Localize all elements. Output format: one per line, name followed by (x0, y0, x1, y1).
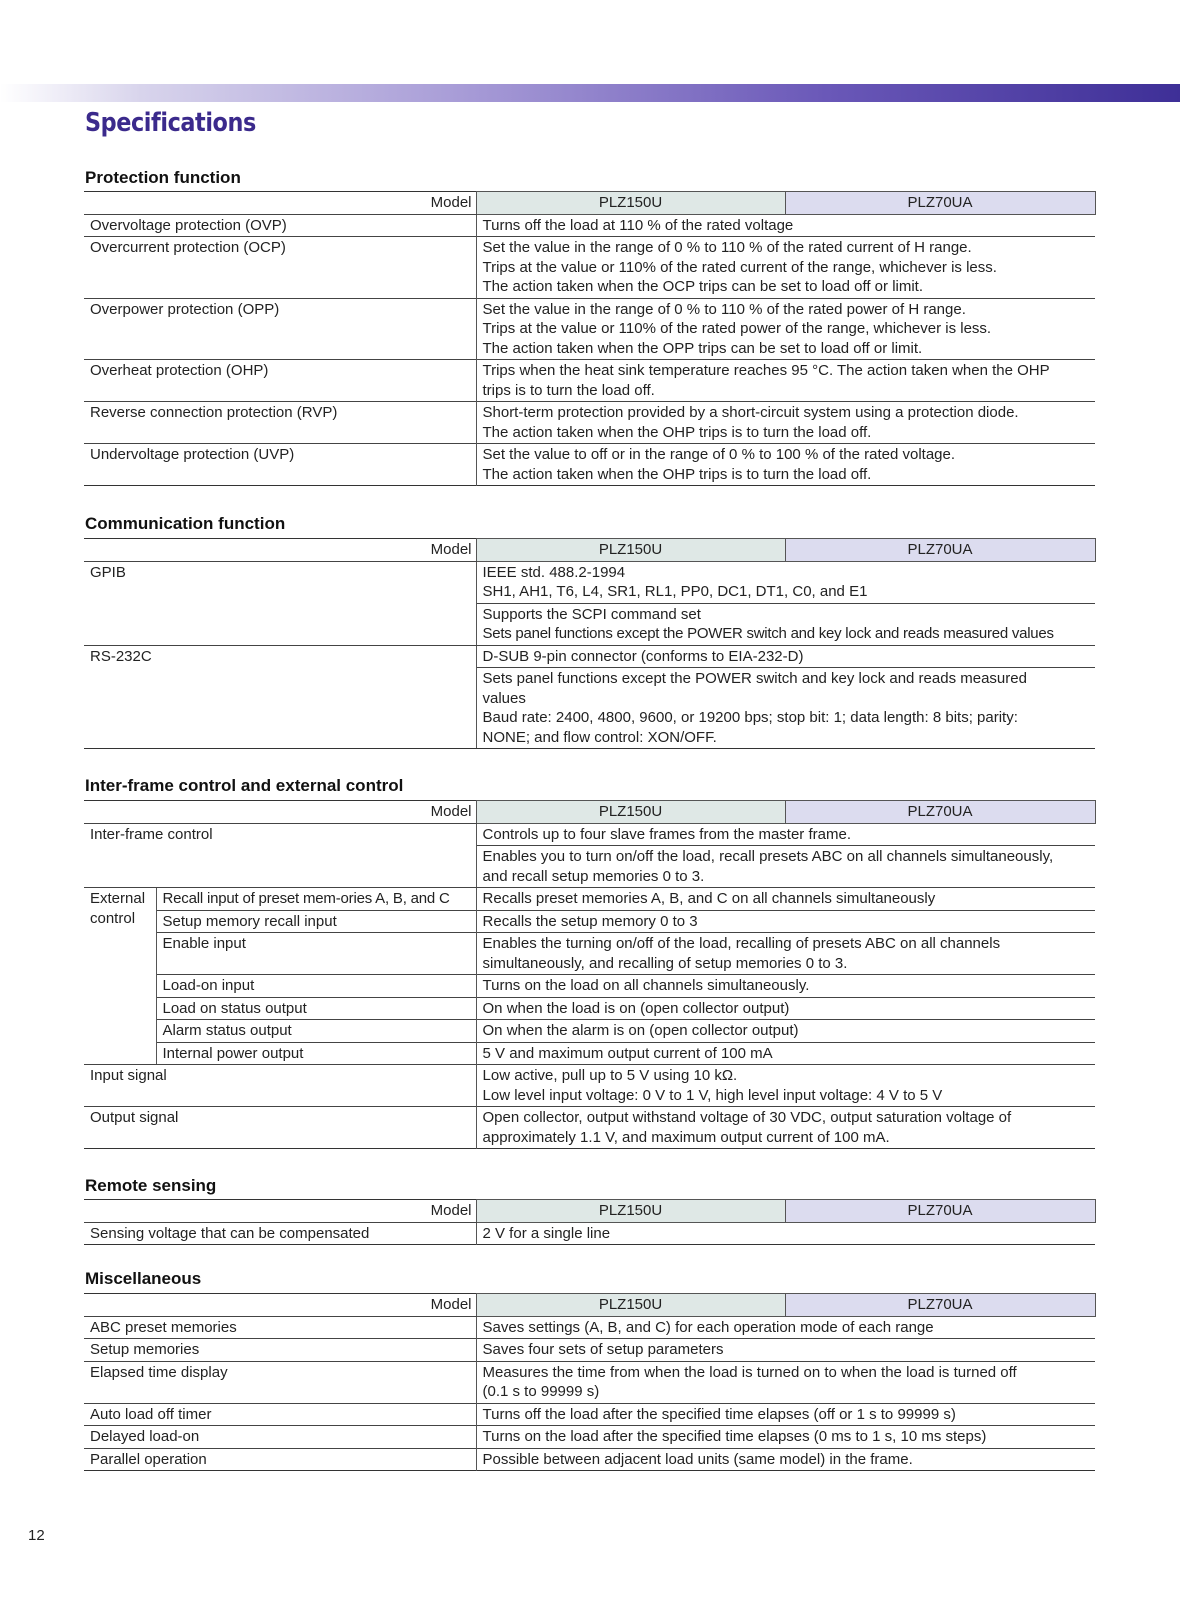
table-row (84, 1065, 1095, 1107)
row-label: Enable input (156, 933, 476, 975)
value-line: values (482, 689, 526, 707)
protection-table (84, 191, 1096, 486)
remote-sensing-table (84, 1199, 1096, 1245)
label-line: control (90, 909, 136, 927)
row-value (476, 997, 1095, 1020)
row-label: GPIB (84, 561, 476, 645)
row-label: Parallel operation (84, 1448, 476, 1471)
row-label: Reverse connection protection (RVP) (84, 402, 476, 444)
row-value (476, 1222, 1095, 1245)
row-label: Overvoltage protection (OVP) (84, 214, 476, 237)
model-label: Model (84, 539, 476, 562)
value-line: Set the value in the range of 0 % to 110 % of the rated power of H range. (482, 300, 966, 318)
row-value (476, 846, 1095, 888)
value-line: Open collector, output withstand voltage of 30 VDC, output saturation voltage of (482, 1109, 1012, 1126)
row-value (476, 645, 1095, 668)
model-header-row (84, 801, 1095, 824)
value-line: Possible between adjacent load units (same model) in the frame. (482, 1450, 913, 1468)
row-value (476, 1426, 1095, 1449)
model-plz150u: PLZ150U (476, 192, 785, 215)
value-line: Trips at the value or 110% of the rated power of the range, whichever is less. (482, 320, 992, 337)
value-line: The action taken when the OCP trips can be set to load off or limit. (482, 278, 924, 295)
table-row (84, 1020, 1095, 1043)
table-row (84, 402, 1095, 444)
row-label: ABC preset memories (84, 1316, 476, 1339)
value-line: Sets panel functions except the POWER switch and key lock and reads measured values (482, 625, 1054, 642)
model-label: Model (84, 192, 476, 215)
row-label: Auto load off timer (84, 1403, 476, 1426)
model-plz150u: PLZ150U (476, 1200, 785, 1223)
table-row (84, 444, 1095, 486)
row-value (476, 603, 1095, 645)
model-plz70ua: PLZ70UA (785, 192, 1095, 215)
row-label: Overpower protection (OPP) (84, 298, 476, 360)
row-label: RS-232C (84, 645, 476, 749)
row-value (476, 910, 1095, 933)
row-label: Overcurrent protection (OCP) (84, 237, 476, 299)
value-line: Recalls preset memories A, B, and C on all channels simultaneously (482, 890, 936, 907)
row-value (476, 1316, 1095, 1339)
value-line: The action taken when the OPP trips can be set to load off or limit. (482, 339, 923, 357)
value-line: Trips when the heat sink temperature reaches 95 °C. The action taken when the OHP (482, 362, 1050, 379)
row-value (476, 1361, 1095, 1403)
table-row (84, 237, 1095, 299)
model-plz150u: PLZ150U (476, 539, 785, 562)
miscellaneous-table (84, 1293, 1096, 1471)
table-row (84, 360, 1095, 402)
value-line: Enables the turning on/off of the load, recalling of presets ABC on all channels (482, 935, 1001, 952)
model-plz150u: PLZ150U (476, 1294, 785, 1317)
section-title-protection: Protection function (85, 168, 241, 187)
value-line: Trips at the value or 110% of the rated current of the range, whichever is less. (482, 258, 997, 276)
row-label: Recall input of preset mem-ories A, B, and C (156, 888, 476, 911)
row-value (476, 1020, 1095, 1043)
value-line: Recalls the setup memory 0 to 3 (482, 912, 698, 930)
value-line: Sets panel functions except the POWER switch and key lock and reads measured (482, 670, 1027, 687)
row-value (476, 360, 1095, 402)
table-row (84, 1403, 1095, 1426)
value-line: D-SUB 9-pin connector (conforms to EIA-232-D) (482, 647, 804, 665)
row-label: Load-on input (156, 975, 476, 998)
table-row (84, 1316, 1095, 1339)
value-line: Enables you to turn on/off the load, recall presets ABC on all channels simultaneously, (482, 848, 1054, 865)
model-plz70ua: PLZ70UA (785, 801, 1095, 824)
table-row (84, 888, 1095, 911)
model-plz70ua: PLZ70UA (785, 1200, 1095, 1223)
value-line: NONE; and flow control: XON/OFF. (482, 728, 717, 746)
row-label: Input signal (84, 1065, 476, 1107)
interframe-table (84, 800, 1096, 1149)
row-label: Setup memory recall input (156, 910, 476, 933)
value-line: and recall setup memories 0 to 3. (482, 867, 705, 885)
table-row (84, 214, 1095, 237)
model-plz70ua: PLZ70UA (785, 1294, 1095, 1317)
value-line: (0.1 s to 99999 s) (482, 1383, 600, 1400)
row-value (476, 933, 1095, 975)
table-row (84, 1448, 1095, 1471)
row-label: Internal power output (156, 1042, 476, 1065)
table-row (84, 1222, 1095, 1245)
row-label: Setup memories (84, 1339, 476, 1362)
row-value (476, 298, 1095, 360)
table-row (84, 1339, 1095, 1362)
table-row (84, 910, 1095, 933)
row-value (476, 1403, 1095, 1426)
row-value (476, 975, 1095, 998)
model-label: Model (84, 1294, 476, 1317)
row-value (476, 1042, 1095, 1065)
row-value (476, 1107, 1095, 1149)
value-line: Turns off the load after the specified time elapses (off or 1 s to 99999 s) (482, 1405, 956, 1423)
row-label: Alarm status output (156, 1020, 476, 1043)
model-label: Model (84, 1200, 476, 1223)
row-value (476, 561, 1095, 603)
table-row (84, 997, 1095, 1020)
row-label: Load on status output (156, 997, 476, 1020)
value-line: trips is to turn the load off. (482, 381, 655, 399)
row-label: Overheat protection (OHP) (84, 360, 476, 402)
value-line: Controls up to four slave frames from the master frame. (482, 825, 851, 843)
table-row (84, 1107, 1095, 1149)
header-gradient-bar (0, 84, 1180, 102)
row-value (476, 402, 1095, 444)
row-value (476, 888, 1095, 911)
table-row (84, 645, 1095, 668)
model-header-row (84, 539, 1095, 562)
table-row (84, 1426, 1095, 1449)
section-title-miscellaneous: Miscellaneous (85, 1269, 202, 1288)
row-label: Sensing voltage that can be compensated (84, 1222, 476, 1245)
value-line: Turns on the load after the specified time elapses (0 ms to 1 s, 10 ms steps) (482, 1428, 987, 1445)
table-row (84, 561, 1095, 603)
table-row (84, 933, 1095, 975)
value-line: Measures the time from when the load is turned on to when the load is turned off (482, 1363, 1017, 1381)
external-control-label (84, 888, 156, 1065)
value-line: On when the alarm is on (open collector output) (482, 1022, 799, 1039)
value-line: 5 V and maximum output current of 100 mA (482, 1044, 773, 1062)
row-label: Inter-frame control (84, 823, 476, 888)
section-title-remote-sensing: Remote sensing (85, 1176, 217, 1195)
value-line: simultaneously, and recalling of setup memories 0 to 3. (482, 954, 848, 972)
value-line: 2 V for a single line (482, 1224, 611, 1242)
model-label: Model (84, 801, 476, 824)
table-row (84, 975, 1095, 998)
row-value (476, 668, 1095, 749)
row-label: Output signal (84, 1107, 476, 1149)
value-line: Supports the SCPI command set (482, 605, 701, 623)
value-line: Baud rate: 2400, 4800, 9600, or 19200 bps; stop bit: 1; data length: 8 bits; parity: (482, 709, 1018, 726)
row-value (476, 444, 1095, 486)
section-title-communication: Communication function (85, 514, 286, 533)
model-header-row (84, 1200, 1095, 1223)
row-label: Elapsed time display (84, 1361, 476, 1403)
communication-table (84, 538, 1096, 749)
row-value (476, 1339, 1095, 1362)
value-line: Low active, pull up to 5 V using 10 kΩ. (482, 1067, 738, 1084)
table-row (84, 1042, 1095, 1065)
row-value (476, 237, 1095, 299)
value-line: approximately 1.1 V, and maximum output current of 100 mA. (482, 1128, 890, 1146)
table-row (84, 823, 1095, 846)
model-plz150u: PLZ150U (476, 801, 785, 824)
model-plz70ua: PLZ70UA (785, 539, 1095, 562)
model-header-row (84, 192, 1095, 215)
value-line: Short-term protection provided by a short-circuit system using a protection diode. (482, 404, 1019, 421)
page-title: Specifications (85, 108, 256, 138)
row-value (476, 823, 1095, 846)
value-line: SH1, AH1, T6, L4, SR1, RL1, PP0, DC1, DT1, C0, and E1 (482, 583, 868, 600)
model-header-row (84, 1294, 1095, 1317)
row-value (476, 1065, 1095, 1107)
page-number: 12 (28, 1527, 45, 1544)
value-line: IEEE std. 488.2-1994 (482, 563, 626, 581)
value-line: Low level input voltage: 0 V to 1 V, high level input voltage: 4 V to 5 V (482, 1086, 943, 1104)
row-label: Undervoltage protection (UVP) (84, 444, 476, 486)
row-value (476, 214, 1095, 237)
value-line: Turns off the load at 110 % of the rated voltage (482, 216, 794, 234)
value-line: Saves settings (A, B, and C) for each operation mode of each range (482, 1318, 934, 1336)
section-title-interframe: Inter-frame control and external control (85, 776, 404, 795)
value-line: Turns on the load on all channels simultaneously. (482, 977, 810, 994)
value-line: Saves four sets of setup parameters (482, 1341, 724, 1358)
table-row (84, 1361, 1095, 1403)
value-line: Set the value in the range of 0 % to 110 % of the rated current of H range. (482, 239, 972, 256)
value-line: On when the load is on (open collector output) (482, 999, 790, 1017)
value-line: Set the value to off or in the range of 0 % to 100 % of the rated voltage. (482, 446, 956, 463)
row-label: Delayed load-on (84, 1426, 476, 1449)
value-line: The action taken when the OHP trips is to turn the load off. (482, 423, 872, 441)
label-line: External (90, 890, 146, 907)
value-line: The action taken when the OHP trips is to turn the load off. (482, 465, 872, 483)
row-value (476, 1448, 1095, 1471)
table-row (84, 298, 1095, 360)
